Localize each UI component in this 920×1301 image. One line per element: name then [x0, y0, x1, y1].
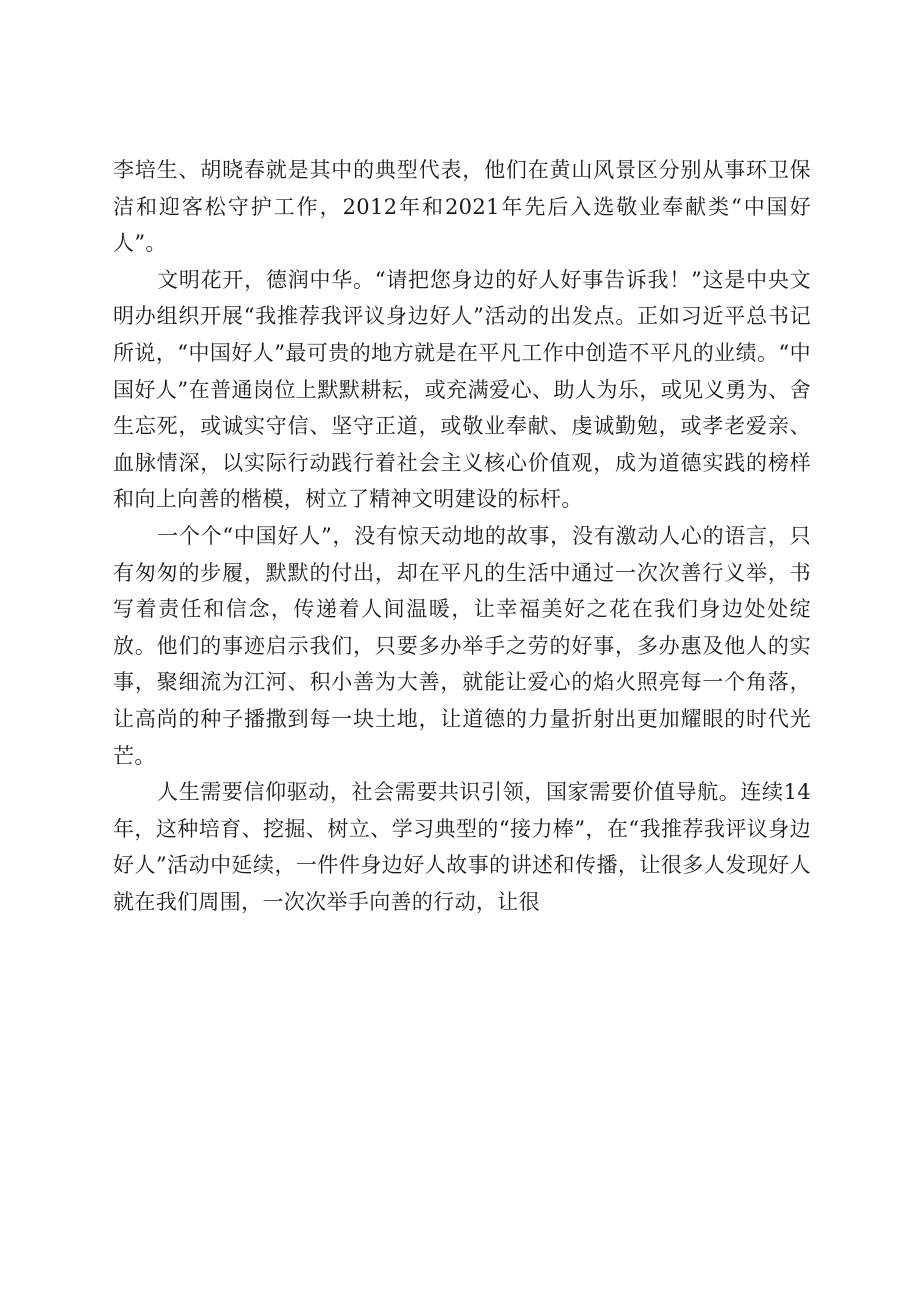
paragraph: 一个个“中国好人”，没有惊天动地的故事，没有激动人心的语言，只有匆匆的步履，默默的付出，却在平凡的生活中通过一次次善行义举，书写着责任和信念，传递着人间温暖，让幸福美好之花在我们身边处处绽放。他们的事迹启示我们，只要多办举手之劳的好事，多办惠及他人的实事，聚细流为江河、积小善为大善，就能让爱心的焰火照亮每一个角落，让高尚的种子播撒到每一块土地，让道德的力量折射出更加耀眼的时代光芒。	[113, 523, 811, 768]
paragraph-continuation: 李培生、胡晓春就是其中的典型代表，他们在黄山风景区分别从事环卫保洁和迎客松守护工作，2012年和2021年先后入选敬业奉献类“中国好人”。	[113, 158, 811, 256]
paragraph: 文明花开，德润中华。“请把您身边的好人好事告诉我！”这是中央文明办组织开展“我推荐我评议身边好人”活动的出发点。正如习近平总书记所说，“中国好人”最可贵的地方就是在平凡工作中创造不平凡的业绩。“中国好人”在普通岗位上默默耕耘，或充满爱心、助人为乐，或见义勇为、舍生忘死，或诚实守信、坚守正道，或敬业奉献、虔诚勤勉，或孝老爱亲、血脉情深，以实际行动践行着社会主义核心价值观，成为道德实践的榜样和向上向善的楷模，树立了精神文明建设的标杆。	[113, 267, 811, 512]
document-body	[113, 152, 811, 920]
paragraph: 人生需要信仰驱动，社会需要共识引领，国家需要价值导航。连续14年，这种培育、挖掘、树立、学习典型的“接力棒”，在“我推荐我评议身边好人”活动中延续，一件件身边好人故事的讲述和传播，让很多人发现好人就在我们周围，一次次举手向善的行动，让很	[113, 780, 811, 914]
